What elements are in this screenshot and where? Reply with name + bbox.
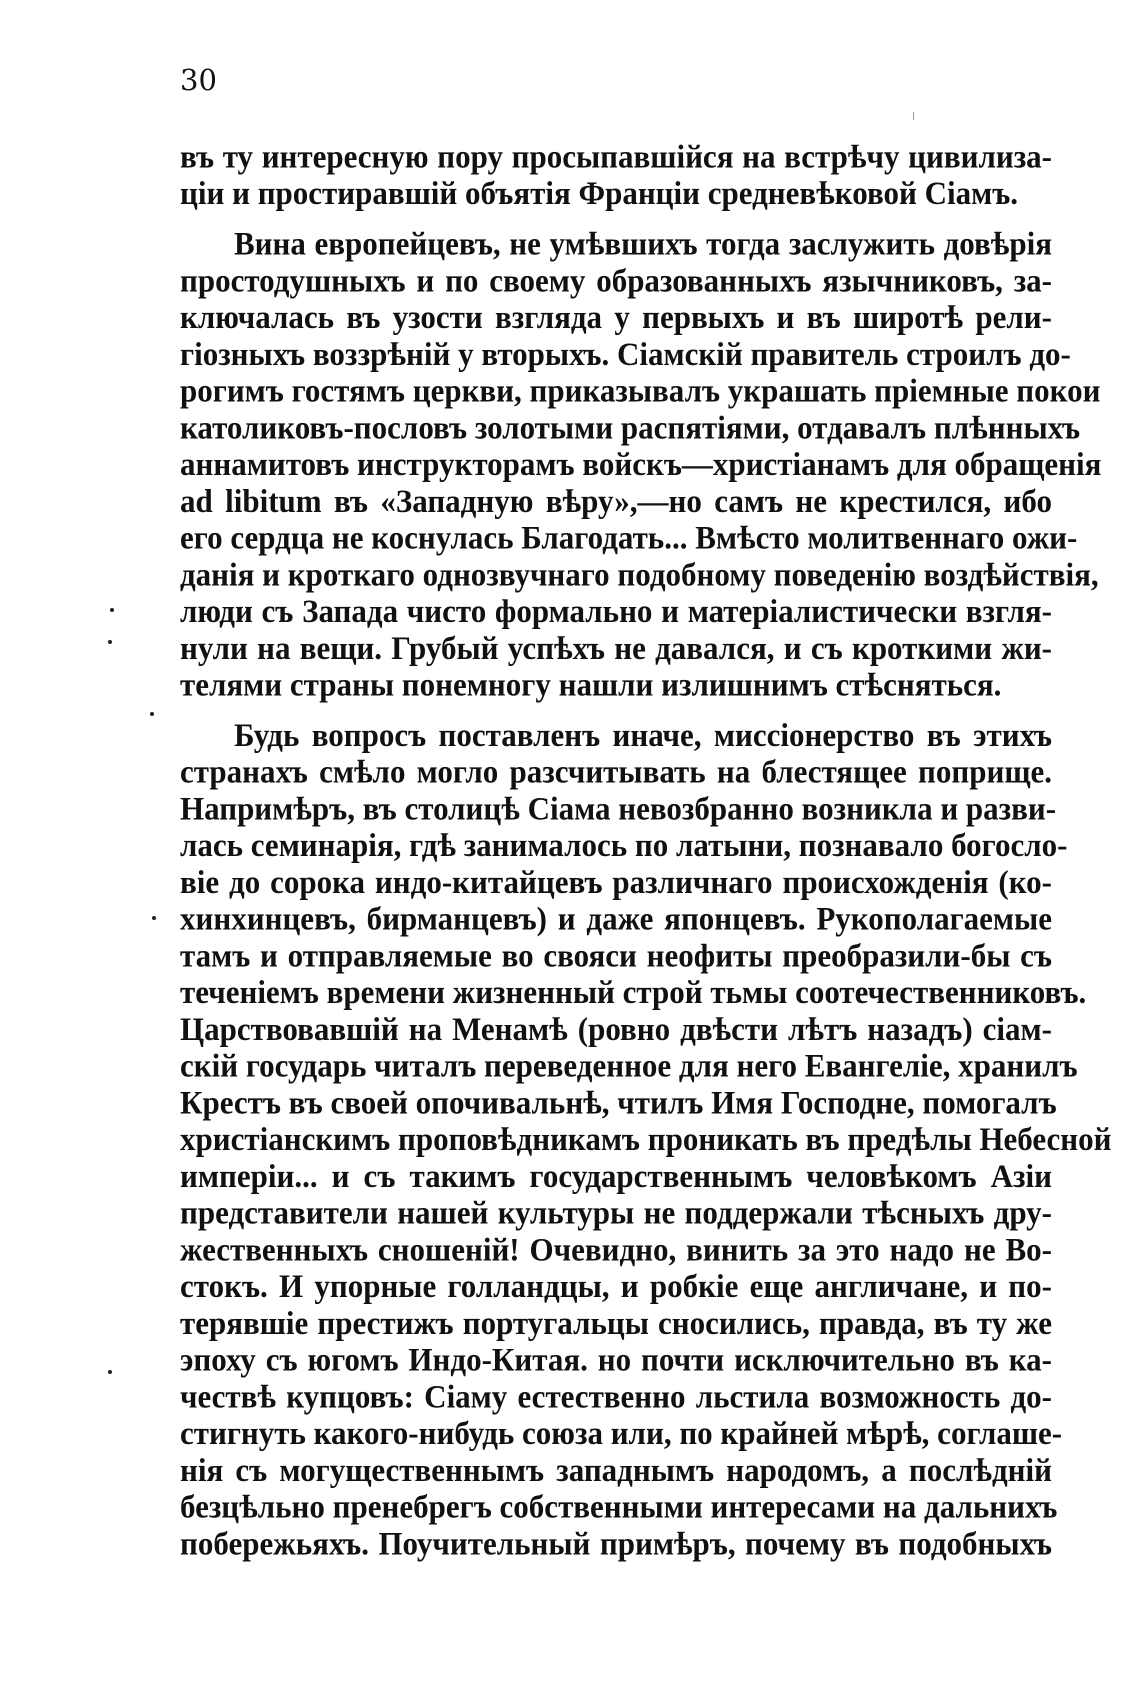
text-line: христіанскимъ проповѣдникамъ проникать въ предѣлы Небесной	[180, 1120, 1112, 1158]
text-line: теченіемъ времени жизненный строй тьмы соотечественниковъ.	[180, 973, 1087, 1011]
text-line: католиковъ-пословъ золотыми распятіями, отдавалъ плѣнныхъ	[180, 408, 1081, 446]
scan-speck	[110, 608, 114, 612]
text-line: ціи и простиравшій объятія Франціи средневѣковой Сіамъ.	[180, 174, 1019, 212]
text-line: рогимъ гостямъ церкви, приказывалъ украшать пріемные покои	[180, 372, 1101, 409]
scan-speck	[108, 1370, 112, 1374]
paragraph	[180, 716, 1112, 1562]
text-line: лась семинарія, гдѣ занималось по латыни, познавало богосло-	[180, 826, 1068, 864]
text-line: эпоху съ югомъ Индо-Китая. но почти исключительно въ ка-	[180, 1341, 1052, 1379]
text-line: въ ту интересную пору просыпавшійся на встрѣчу цивилиза-	[180, 138, 1052, 175]
text-line: безцѣльно пренебрегъ собственными интересами на дальнихъ	[180, 1488, 1058, 1526]
text-line: ad libitum въ «Западную вѣру»,—но самъ не крестился, ибо	[180, 482, 1052, 520]
text-line: телями страны понемногу нашли излишнимъ стѣсняться.	[180, 666, 1002, 703]
page-number: 30	[180, 63, 217, 97]
paragraph-gap	[180, 212, 1052, 226]
scan-speck	[150, 712, 154, 716]
text-line: побережьяхъ. Поучительный примѣръ, почему въ подобныхъ	[180, 1525, 1052, 1562]
text-line: аннамитовъ инструкторамъ войскъ—христіанамъ для обращенія	[180, 445, 1102, 483]
scan-mark	[913, 112, 914, 120]
paragraph	[180, 225, 1102, 703]
body-text	[180, 138, 1112, 1562]
text-line: Будь вопросъ поставленъ иначе, миссіонерство въ этихъ	[234, 716, 1052, 754]
text-line: скій государь читалъ переведенное для него Евангеліе, хранилъ	[180, 1047, 1078, 1085]
text-line: жественныхъ сношеній! Очевидно, винить за это надо не Во-	[180, 1231, 1052, 1268]
paragraph-gap	[180, 703, 1052, 717]
text-line: нія съ могущественнымъ западнымъ народомъ, а послѣдній	[180, 1451, 1052, 1489]
text-line: представители нашей культуры не поддержали тѣсныхъ дру-	[180, 1194, 1052, 1232]
text-line: простодушныхъ и по своему образованныхъ язычниковъ, за-	[180, 261, 1052, 299]
text-line: имперіи... и съ такимъ государственнымъ человѣкомъ Азіи	[180, 1157, 1052, 1195]
scan-speck	[152, 916, 156, 920]
text-line: Вина европейцевъ, не умѣвшихъ тогда заслужить довѣрія	[234, 225, 1052, 262]
scan-speck	[108, 640, 112, 644]
text-line: віе до сорока индо-китайцевъ различнаго происхожденія (ко-	[180, 863, 1052, 901]
text-line: Напримѣръ, въ столицѣ Сіама невозбранно возникла и разви-	[180, 790, 1057, 827]
text-line: данія и кроткаго однозвучнаго подобному поведенію воздѣйствія,	[180, 555, 1099, 593]
text-line: его сердца не коснулась Благодать... Вмѣсто молитвеннаго ожи-	[180, 519, 1078, 556]
text-line: терявшіе престижъ португальцы сносились, правда, въ ту же	[180, 1304, 1052, 1342]
text-line: Царствовавшій на Менамѣ (ровно двѣсти лѣтъ назадъ) сіам-	[180, 1010, 1052, 1048]
text-line: люди съ Запада чисто формально и матеріалистически взгля-	[180, 592, 1052, 630]
text-line: стокъ. И упорные голландцы, и робкіе еще англичане, и по-	[180, 1267, 1052, 1305]
text-line: гіозныхъ воззрѣній у вторыхъ. Сіамскій правитель строилъ до-	[180, 335, 1071, 373]
text-line: хинхинцевъ, бирманцевъ) и даже японцевъ. Рукополагаемые	[180, 900, 1052, 938]
text-line: Крестъ въ своей опочивальнѣ, чтилъ Имя Господне, помогалъ	[180, 1084, 1057, 1121]
text-line: стигнуть какого-нибудь союза или, по крайней мѣрѣ, соглаше-	[180, 1414, 1063, 1452]
text-line: нули на вещи. Грубый успѣхъ не давался, и съ кроткими жи-	[180, 629, 1052, 667]
text-line: странахъ смѣло могло разсчитывать на блестящее поприще.	[180, 753, 1052, 791]
text-line: ключалась въ узости взгляда у первыхъ и въ широтѣ рели-	[180, 298, 1052, 336]
paragraph	[180, 138, 1052, 212]
text-line: тамъ и отправляемые во свояси неофиты преобразили-бы съ	[180, 937, 1052, 974]
text-line: чествѣ купцовъ: Сіаму естественно льстила возможность до-	[180, 1378, 1052, 1415]
